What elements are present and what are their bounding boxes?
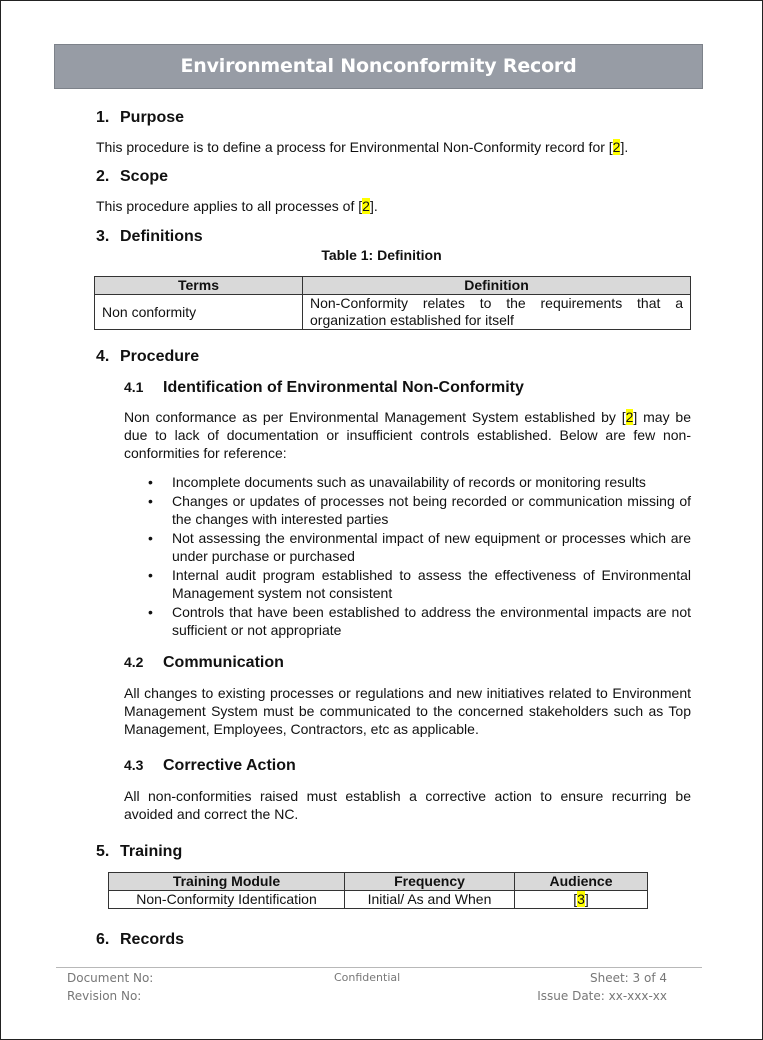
corrective-action-text: All non-conformities raised must establish a corrective action to ensure recurring be avoided and correct the NC. (124, 788, 691, 822)
bullet-icon: • (148, 474, 153, 490)
footer-revision-no: Revision No: (67, 989, 142, 1003)
list-item: • Internal audit program established to assess the effectiveness of Environmental Management system not consistent (148, 566, 691, 601)
placeholder-highlight: 3 (577, 891, 585, 907)
definitions-table (94, 276, 691, 330)
table-row (95, 295, 691, 330)
column-header: Frequency (345, 873, 515, 891)
section-heading-scope: 2. Scope (96, 168, 169, 185)
bullet-icon: • (148, 566, 153, 583)
list-item: • Incomplete documents such as unavailability of records or monitoring results (148, 474, 646, 490)
communication-text: All changes to existing processes or regulations and new initiatives related to Environment Management System must be communicated to the concerned stakeholders such as Top Management, Employees, Contractors, etc as applicable. (124, 685, 691, 737)
placeholder-highlight: 2 (362, 198, 370, 214)
subsection-heading-corrective-action: 4.3 Corrective Action (124, 757, 296, 774)
bullet-icon: • (148, 492, 153, 509)
footer-sheet: Sheet: 3 of 4 (589, 971, 667, 985)
training-module-cell: Non-Conformity Identification (109, 891, 345, 909)
footer-confidential: Confidential (334, 971, 401, 984)
nonconformity-bullet-list (145, 473, 691, 640)
table-caption: Table 1: Definition (321, 247, 442, 263)
column-header: Training Module (109, 873, 345, 891)
placeholder-highlight: 2 (612, 139, 621, 155)
frequency-cell: Initial/ As and When (345, 891, 515, 909)
purpose-text: This procedure is to define a process for Environmental Non-Conformity record for [2]. (96, 139, 629, 155)
section-heading-training: 5. Training (96, 843, 183, 860)
column-header: Terms (95, 277, 303, 295)
scope-text: This procedure applies to all processes of [2]. (96, 198, 378, 214)
table-header-row (95, 277, 691, 295)
placeholder-highlight: 2 (625, 409, 634, 425)
audience-cell: [3] (515, 891, 648, 909)
section-heading-records: 6. Records (96, 931, 185, 948)
footer-divider (56, 967, 702, 968)
training-table (108, 872, 648, 909)
subsection-heading-identification: 4.1 Identification of Environmental Non-Conformity (124, 379, 524, 396)
subsection-heading-communication: 4.2 Communication (124, 654, 284, 671)
section-heading-purpose: 1. Purpose (96, 109, 185, 126)
bullet-icon: • (148, 529, 153, 546)
table-header-row (109, 873, 648, 891)
column-header: Definition (303, 277, 691, 295)
list-item: • Changes or updates of processes not being recorded or communication missing of the changes with interested parties (148, 492, 691, 527)
document-title: Environmental Nonconformity Record (180, 55, 577, 77)
column-header: Audience (515, 873, 648, 891)
identification-text: Non conformance as per Environmental Management System established by [2] may be due to lack of documentation or insufficient controls established. Below are few non-conformities for reference: (124, 409, 691, 461)
footer-document-no: Document No: (67, 971, 154, 985)
term-cell: Non conformity (95, 295, 303, 330)
section-heading-procedure: 4. Procedure (96, 348, 200, 365)
footer-issue-date: Issue Date: xx-xxx-xx (537, 989, 667, 1003)
section-heading-definitions: 3. Definitions (96, 228, 203, 245)
definition-cell: Non-Conformity relates to the requirements that a organization established for itself (303, 295, 691, 330)
table-row (109, 891, 648, 909)
list-item: • Not assessing the environmental impact of new equipment or processes which are under purchase or purchased (148, 529, 691, 564)
bullet-icon: • (148, 603, 153, 620)
document-title-bar (54, 44, 703, 89)
list-item: • Controls that have been established to address the environmental impacts are not sufficient or not appropriate (148, 603, 691, 638)
